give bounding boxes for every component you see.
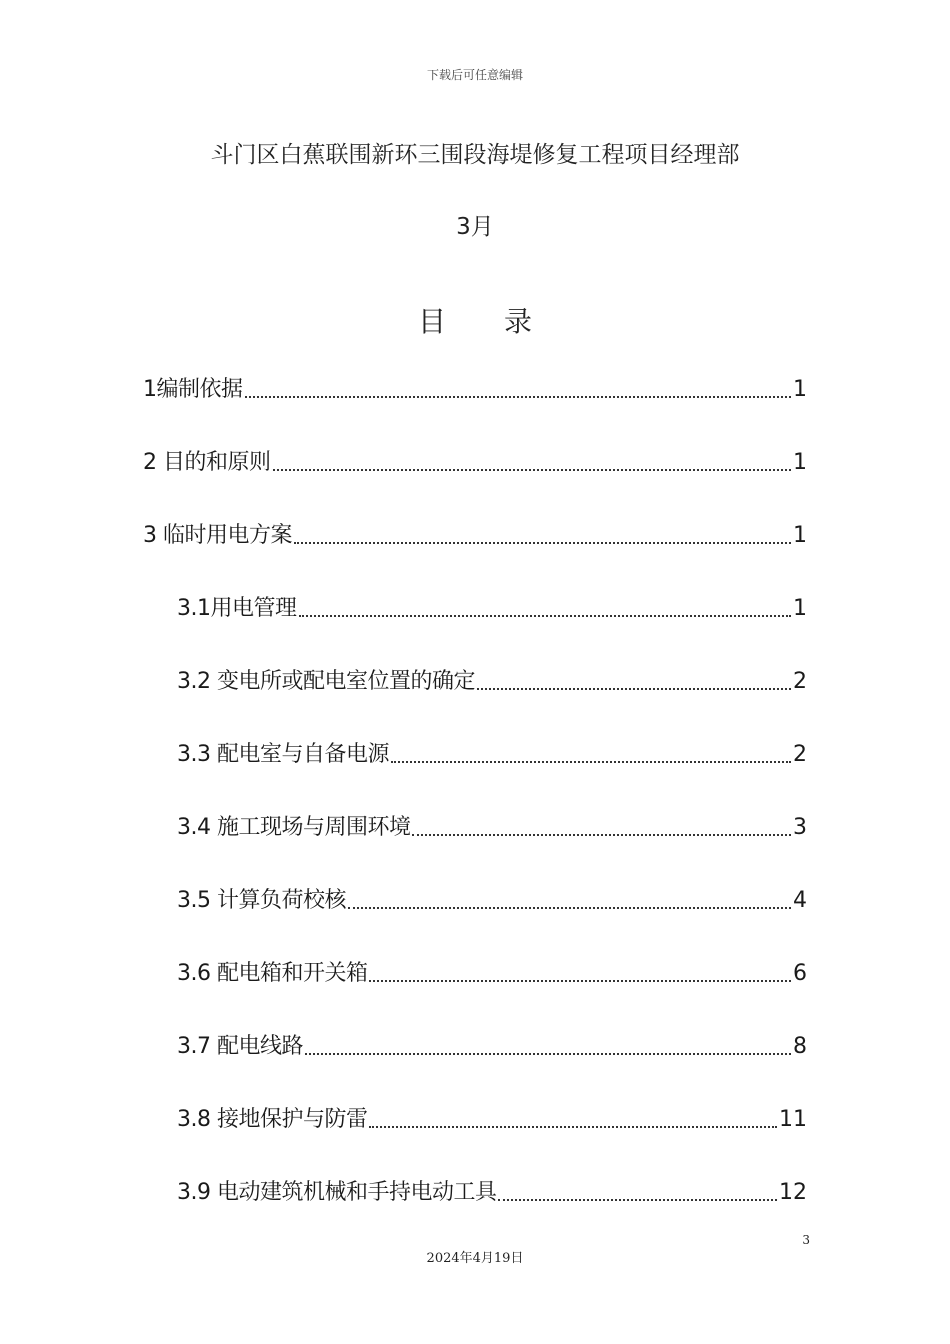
toc-entry[interactable] [177,1031,807,1063]
toc-entry-page: 6 [793,961,807,986]
toc-entry-page: 8 [793,1034,807,1059]
toc-entry-label: 3.1用电管理 [177,596,297,621]
page-number: 3 [802,1233,810,1247]
toc-leader-dots [348,907,791,909]
header-note: 下载后可任意编辑 [426,68,523,82]
toc-entry-page: 4 [793,888,807,913]
toc-leader-dots [369,980,791,982]
organization-title: 斗门区白蕉联围新环三围段海堤修复工程项目经理部 [210,142,740,168]
toc-entry-label: 1编制依据 [143,377,243,402]
toc-entry[interactable] [143,374,807,406]
toc-entry-page: 1 [793,450,807,475]
toc-entry[interactable] [177,1104,807,1136]
toc-entry-label: 3.8 接地保护与防雷 [177,1107,368,1132]
toc-entry[interactable] [177,958,807,990]
toc-entry-page: 11 [779,1107,807,1132]
toc-entry-label: 3.7 配电线路 [177,1034,303,1059]
toc-entry[interactable] [143,447,807,479]
toc-entry-label: 2 目的和原则 [143,450,271,475]
toc-entry-label: 3.2 变电所或配电室位置的确定 [177,669,475,694]
toc-entry-label: 3.4 施工现场与周围环境 [177,815,411,840]
toc-entry[interactable] [177,885,807,917]
toc-entry-label: 3.6 配电箱和开关箱 [177,961,368,986]
toc-entry[interactable] [177,666,807,698]
toc-leader-dots [369,1126,777,1128]
toc-entry[interactable] [177,812,807,844]
toc-entry[interactable] [143,520,807,552]
toc-entry-label: 3.9 电动建筑机械和手持电动工具 [177,1180,497,1205]
toc-entry-page: 2 [793,742,807,767]
toc-leader-dots [412,834,791,836]
toc-leader-dots [498,1199,777,1201]
toc-entry-label: 3.5 计算负荷校核 [177,888,346,913]
toc-entry[interactable] [177,739,807,771]
toc-entry-page: 3 [793,815,807,840]
toc-leader-dots [273,469,792,471]
toc-entry-page: 12 [779,1180,807,1205]
toc-leader-dots [391,761,791,763]
toc-leader-dots [245,396,792,398]
toc-entry-page: 1 [793,377,807,402]
footer-date: 2024年4月19日 [426,1251,524,1266]
toc-leader-dots [299,615,792,617]
toc-leader-dots [305,1053,791,1055]
toc-entry-page: 1 [793,523,807,548]
toc-entry-label: 3 临时用电方案 [143,523,292,548]
toc-entry-page: 2 [793,669,807,694]
toc-leader-dots [477,688,791,690]
toc-entry[interactable] [177,593,807,625]
toc-entry-page: 1 [793,596,807,621]
toc-heading: 目录 [417,305,590,338]
toc-entry-label: 3.3 配电室与自备电源 [177,742,389,767]
toc-entry[interactable] [177,1177,807,1209]
toc-leader-dots [294,542,791,544]
date-line: 3月 [456,214,494,240]
